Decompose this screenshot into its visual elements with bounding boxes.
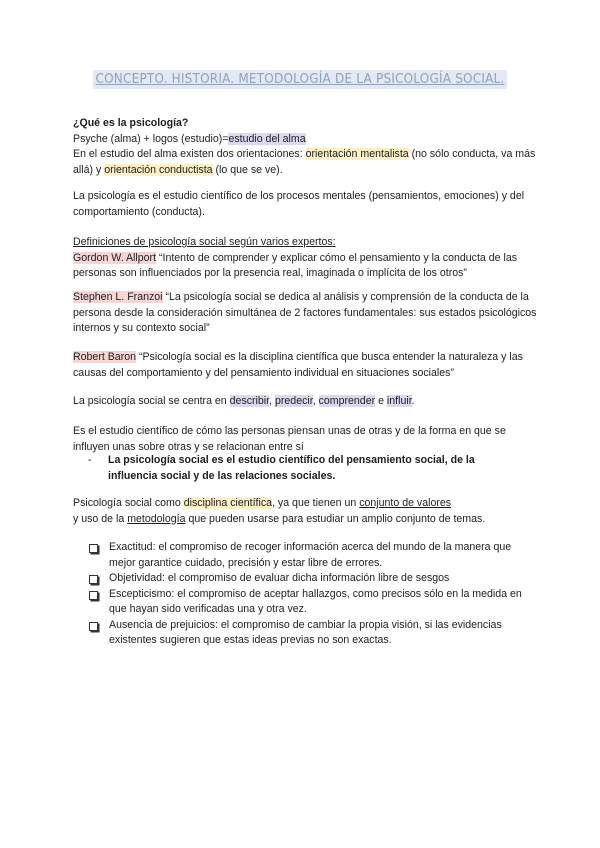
page-title-wrap	[0, 72, 600, 87]
orientations-mid: (no sólo conducta, va más allá) y	[73, 148, 536, 176]
orientations-post: (lo que se ve).	[212, 163, 283, 176]
checklist-text: Exactitud: el compromiso de recoger información acerca del mundo de la manera que mejor garantice cuidado, precisión y estar libre de errores.	[109, 541, 512, 569]
definition-paragraph: La psicología es el estudio científico de los procesos mentales (pensamientos, emociones) y del comportamiento (conducta).	[73, 190, 525, 218]
focus-line	[73, 394, 541, 410]
discipline-pre: Psicología social como	[73, 497, 184, 509]
scientific-paragraph: Es el estudio científico de cómo las personas piensan unas de otras y de la forma en que se influyen unas sobre otras y se relacionan entre sí	[73, 425, 506, 453]
focus-influir: influir	[386, 395, 412, 407]
focus-text: La psicología social se centra en	[73, 395, 230, 407]
checkbox-icon[interactable]	[89, 575, 98, 584]
orientations-text: En el estudio del alma existen dos orientaciones:	[73, 148, 306, 160]
checkbox-icon[interactable]	[89, 591, 98, 600]
checkbox-icon[interactable]	[89, 622, 98, 631]
focus-comprender: comprender	[318, 395, 376, 407]
focus-post: .	[411, 395, 415, 407]
focus-sep1: ,	[269, 395, 275, 407]
discipline-line2	[73, 512, 541, 528]
bold-definition: La psicología social es el estudio científico del pensamiento social, de la influencia social y de las relaciones sociales.	[108, 454, 475, 482]
checklist-text: Ausencia de prejuicios: el compromiso de cambiar la propia visión, si las evidencias existentes sugieren que estas ideas previas no son exactas.	[109, 618, 502, 646]
etymology-text: Psyche (alma) + logos (estudio)=	[73, 132, 229, 145]
checklist-item	[87, 618, 537, 649]
checklist-item	[87, 587, 537, 618]
etymology-line	[73, 132, 541, 148]
experts-section	[73, 235, 541, 282]
checklist-item	[87, 571, 537, 587]
focus-sep2: ,	[312, 395, 319, 407]
discipline-line2-post: que pueden usarse para estudiar un amplio conjunto de temas.	[185, 512, 486, 525]
discipline-highlight: disciplina científica	[183, 497, 273, 509]
focus-predecir: predecir	[275, 395, 313, 407]
orientations-line	[73, 147, 541, 178]
page-title: CONCEPTO. HISTORIA. METODOLOGÍA DE LA PSICOLOGÍA SOCIAL.	[93, 70, 508, 89]
discipline-mid: , ya que tienen un	[272, 497, 360, 509]
checklist-text: Objetividad: el compromiso de evaluar dicha información libre de sesgos	[109, 572, 450, 584]
allport-text: “Intento de comprender y explicar cómo el pensamiento y la conducta de las personas son influenciados por la presencia real, imaginada o implícita de los otros”	[73, 251, 518, 279]
question-heading: ¿Qué es la psicología?	[73, 117, 189, 129]
discipline-line1	[73, 496, 541, 512]
baron-name: Robert Baron	[73, 351, 137, 363]
checkbox-icon[interactable]	[89, 544, 98, 553]
behaviorist-highlight: orientación conductista	[104, 163, 213, 176]
franzoi-text: “La psicología social se dedica al análisis y comprensión de la conducta de la persona desde la consideración simultánea de 2 factores fundamentales: sus estados psicológicos internos y su contexto social”	[73, 291, 537, 334]
checklist-text: Escepticismo: el compromiso de aceptar hallazgos, como precisos sólo en la medida en que hayan sido verificadas una y otra vez.	[109, 587, 522, 615]
discipline-section	[73, 496, 541, 527]
values-underline: conjunto de valores	[359, 497, 452, 509]
methodology-underline: metodología	[127, 512, 186, 525]
franzoi-quote	[73, 290, 541, 337]
baron-text: “Psicología social es la disciplina científica que busca entender la naturaleza y las causas del comportamiento y del pensamiento individual en situaciones sociales”	[73, 351, 523, 379]
bold-definition-item	[88, 453, 508, 484]
mentalist-highlight: orientación mentalista	[305, 148, 409, 160]
allport-name: Gordon W. Allport	[73, 251, 157, 264]
focus-sep3: e	[375, 395, 387, 407]
intro-section	[73, 116, 541, 178]
discipline-line2-pre: y uso de la	[73, 512, 128, 525]
etymology-highlight: estudio del alma	[228, 132, 306, 145]
focus-describir: describir	[229, 395, 270, 407]
franzoi-name: Stephen L. Franzoi	[73, 291, 163, 303]
allport-quote	[73, 251, 541, 282]
dash-bullet: -	[88, 454, 92, 466]
checklist-item	[87, 540, 537, 571]
baron-quote	[73, 350, 541, 381]
values-checklist	[87, 540, 537, 649]
experts-heading: Definiciones de psicología social según varios expertos:	[73, 236, 336, 248]
